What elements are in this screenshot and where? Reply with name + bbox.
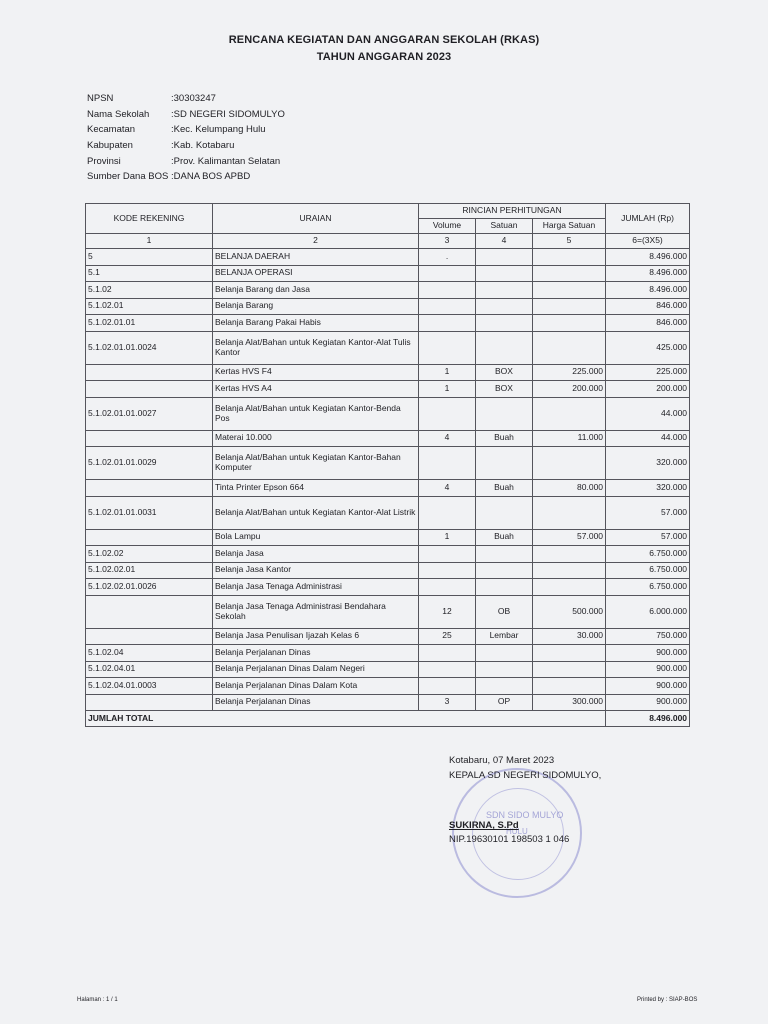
uraian-cell: Belanja Alat/Bahan untuk Kegiatan Kantor-Bahan Komputer: [213, 447, 419, 480]
kode-rekening-cell: 5.1.02.02.01: [86, 562, 213, 579]
jumlah-cell: 6.750.000: [606, 579, 690, 596]
jumlah-cell: 900.000: [606, 661, 690, 678]
satuan-cell: [476, 331, 533, 364]
total-value: 8.496.000: [606, 711, 690, 727]
table-row: [86, 430, 690, 447]
header-col-number: 3: [419, 234, 476, 249]
volume-cell: 1: [419, 381, 476, 398]
jumlah-cell: 8.496.000: [606, 265, 690, 282]
footer-printed-by: Printed by : SIAP-BOS: [637, 997, 698, 1003]
harga-satuan-cell: [533, 265, 606, 282]
kode-rekening-cell: [86, 694, 213, 711]
info-row: [87, 140, 285, 156]
jumlah-cell: 44.000: [606, 397, 690, 430]
table-row: [86, 562, 690, 579]
satuan-cell: BOX: [476, 381, 533, 398]
header-col-number: 4: [476, 234, 533, 249]
kode-rekening-cell: [86, 595, 213, 628]
satuan-cell: [476, 249, 533, 266]
uraian-cell: Tinta Printer Epson 664: [213, 480, 419, 497]
jumlah-cell: 900.000: [606, 694, 690, 711]
harga-satuan-cell: 225.000: [533, 364, 606, 381]
uraian-cell: Belanja Jasa Tenaga Administrasi: [213, 579, 419, 596]
volume-cell: 3: [419, 694, 476, 711]
satuan-cell: BOX: [476, 364, 533, 381]
volume-cell: [419, 282, 476, 299]
table-row: [86, 645, 690, 662]
info-label: Nama Sekolah: [87, 108, 150, 120]
header-col-number: 1: [86, 234, 213, 249]
info-label: Kabupaten: [87, 140, 133, 152]
harga-satuan-cell: [533, 678, 606, 695]
uraian-cell: BELANJA DAERAH: [213, 249, 419, 266]
info-label: Provinsi: [87, 155, 121, 167]
satuan-cell: [476, 562, 533, 579]
table-row: [86, 331, 690, 364]
uraian-cell: Belanja Alat/Bahan untuk Kegiatan Kantor-Alat Listrik: [213, 496, 419, 529]
kode-rekening-cell: 5.1.02.01.01.0029: [86, 447, 213, 480]
table-row: [86, 595, 690, 628]
harga-satuan-cell: [533, 546, 606, 563]
jumlah-cell: 57.000: [606, 529, 690, 546]
uraian-cell: Belanja Perjalanan Dinas: [213, 645, 419, 662]
info-value: :30303247: [171, 93, 216, 104]
uraian-cell: Belanja Alat/Bahan untuk Kegiatan Kantor-Alat Tulis Kantor: [213, 331, 419, 364]
harga-satuan-cell: [533, 645, 606, 662]
jumlah-cell: 900.000: [606, 678, 690, 695]
jumlah-cell: 6.000.000: [606, 595, 690, 628]
signature-block: [449, 755, 601, 845]
table-row: [86, 480, 690, 497]
jumlah-cell: 225.000: [606, 364, 690, 381]
kode-rekening-cell: 5.1.02.04.01: [86, 661, 213, 678]
table-row: [86, 397, 690, 430]
jumlah-cell: 320.000: [606, 447, 690, 480]
volume-cell: .: [419, 249, 476, 266]
volume-cell: [419, 546, 476, 563]
satuan-cell: OB: [476, 595, 533, 628]
kode-rekening-cell: [86, 381, 213, 398]
satuan-cell: [476, 447, 533, 480]
kode-rekening-cell: 5.1: [86, 265, 213, 282]
jumlah-cell: 900.000: [606, 645, 690, 662]
kode-rekening-cell: [86, 480, 213, 497]
satuan-cell: [476, 298, 533, 315]
uraian-cell: Kertas HVS A4: [213, 381, 419, 398]
signature-name: SUKIRNA, S.Pd: [449, 820, 519, 831]
info-label: Kecamatan: [87, 124, 136, 136]
kode-rekening-cell: 5.1.02.01.01: [86, 315, 213, 332]
jumlah-cell: 8.496.000: [606, 249, 690, 266]
uraian-cell: Belanja Perjalanan Dinas Dalam Negeri: [213, 661, 419, 678]
kode-rekening-cell: 5.1.02.01.01.0024: [86, 331, 213, 364]
satuan-cell: [476, 397, 533, 430]
volume-cell: [419, 298, 476, 315]
kode-rekening-cell: [86, 364, 213, 381]
jumlah-cell: 6.750.000: [606, 546, 690, 563]
satuan-cell: [476, 315, 533, 332]
info-value: :SD NEGERI SIDOMULYO: [171, 108, 285, 120]
footer-page-number: Halaman : 1 / 1: [77, 997, 118, 1003]
uraian-cell: BELANJA OPERASI: [213, 265, 419, 282]
table-row: [86, 265, 690, 282]
jumlah-cell: 750.000: [606, 628, 690, 645]
volume-cell: [419, 496, 476, 529]
kode-rekening-cell: 5.1.02: [86, 282, 213, 299]
volume-cell: 4: [419, 480, 476, 497]
jumlah-cell: 200.000: [606, 381, 690, 398]
school-info: [87, 93, 285, 187]
volume-cell: [419, 678, 476, 695]
jumlah-cell: 57.000: [606, 496, 690, 529]
satuan-cell: Lembar: [476, 628, 533, 645]
stamp-text: HULU: [506, 827, 528, 836]
kode-rekening-cell: 5.1.02.04: [86, 645, 213, 662]
kode-rekening-cell: 5.1.02.02: [86, 546, 213, 563]
kode-rekening-cell: 5.1.02.01.01.0031: [86, 496, 213, 529]
satuan-cell: [476, 661, 533, 678]
volume-cell: [419, 579, 476, 596]
jumlah-cell: 320.000: [606, 480, 690, 497]
signature-position: KEPALA SD NEGERI SIDOMULYO,: [449, 770, 602, 781]
uraian-cell: Belanja Alat/Bahan untuk Kegiatan Kantor-Benda Pos: [213, 397, 419, 430]
harga-satuan-cell: [533, 282, 606, 299]
table-row: [86, 447, 690, 480]
table-row: [86, 381, 690, 398]
jumlah-cell: 846.000: [606, 315, 690, 332]
uraian-cell: Belanja Jasa Kantor: [213, 562, 419, 579]
uraian-cell: Belanja Barang Pakai Habis: [213, 315, 419, 332]
kode-rekening-cell: [86, 430, 213, 447]
header-satuan: Satuan: [476, 219, 533, 234]
uraian-cell: Belanja Jasa: [213, 546, 419, 563]
harga-satuan-cell: [533, 661, 606, 678]
volume-cell: 1: [419, 529, 476, 546]
satuan-cell: [476, 645, 533, 662]
info-value: :Kab. Kotabaru: [171, 140, 235, 152]
satuan-cell: OP: [476, 694, 533, 711]
table-row: [86, 661, 690, 678]
header-col-number: 6=(3X5): [606, 234, 690, 249]
header-jumlah: JUMLAH (Rp): [606, 204, 690, 234]
kode-rekening-cell: 5: [86, 249, 213, 266]
table-row: [86, 529, 690, 546]
jumlah-cell: 846.000: [606, 298, 690, 315]
signature-place-date: Kotabaru, 07 Maret 2023: [449, 755, 555, 766]
harga-satuan-cell: 11.000: [533, 430, 606, 447]
table-row: [86, 694, 690, 711]
volume-cell: [419, 447, 476, 480]
header-col-number: 5: [533, 234, 606, 249]
kode-rekening-cell: 5.1.02.01.01.0027: [86, 397, 213, 430]
signature-nip: NIP.19630101 198503 1 046: [449, 834, 570, 845]
satuan-cell: [476, 496, 533, 529]
header-kode-rekening: KODE REKENING: [86, 204, 213, 234]
header-rincian-perhitungan: RINCIAN PERHITUNGAN: [419, 204, 606, 219]
document-subtitle: TAHUN ANGGARAN 2023: [316, 51, 452, 63]
document-title: RENCANA KEGIATAN DAN ANGGARAN SEKOLAH (RKAS): [228, 34, 540, 46]
harga-satuan-cell: 500.000: [533, 595, 606, 628]
kode-rekening-cell: [86, 529, 213, 546]
volume-cell: [419, 315, 476, 332]
info-label: Sumber Dana BOS: [87, 171, 169, 183]
volume-cell: 4: [419, 430, 476, 447]
harga-satuan-cell: [533, 447, 606, 480]
info-row: [87, 93, 285, 109]
harga-satuan-cell: [533, 397, 606, 430]
volume-cell: [419, 397, 476, 430]
kode-rekening-cell: 5.1.02.01: [86, 298, 213, 315]
harga-satuan-cell: 57.000: [533, 529, 606, 546]
header-col-number: 2: [213, 234, 419, 249]
satuan-cell: Buah: [476, 480, 533, 497]
volume-cell: 25: [419, 628, 476, 645]
harga-satuan-cell: [533, 562, 606, 579]
satuan-cell: Buah: [476, 529, 533, 546]
harga-satuan-cell: 80.000: [533, 480, 606, 497]
satuan-cell: [476, 265, 533, 282]
table-row: [86, 298, 690, 315]
table-row: [86, 579, 690, 596]
table-row: [86, 678, 690, 695]
table-row: [86, 546, 690, 563]
table-row: [86, 315, 690, 332]
satuan-cell: [476, 546, 533, 563]
stamp-text: SDN SIDO MULYO: [486, 810, 564, 820]
kode-rekening-cell: 5.1.02.04.01.0003: [86, 678, 213, 695]
kode-rekening-cell: 5.1.02.02.01.0026: [86, 579, 213, 596]
total-label: JUMLAH TOTAL: [86, 711, 606, 727]
info-row: [87, 109, 285, 125]
uraian-cell: Belanja Jasa Tenaga Administrasi Bendahara Sekolah: [213, 595, 419, 628]
uraian-cell: Kertas HVS F4: [213, 364, 419, 381]
kode-rekening-cell: [86, 628, 213, 645]
jumlah-cell: 44.000: [606, 430, 690, 447]
table-row: [86, 628, 690, 645]
header-harga-satuan: Harga Satuan: [533, 219, 606, 234]
harga-satuan-cell: 30.000: [533, 628, 606, 645]
jumlah-cell: 8.496.000: [606, 282, 690, 299]
uraian-cell: Belanja Jasa Penulisan Ijazah Kelas 6: [213, 628, 419, 645]
satuan-cell: [476, 282, 533, 299]
harga-satuan-cell: [533, 298, 606, 315]
rkas-table: [85, 203, 690, 727]
uraian-cell: Belanja Barang: [213, 298, 419, 315]
uraian-cell: Materai 10.000: [213, 430, 419, 447]
header-uraian: URAIAN: [213, 204, 419, 234]
header-volume: Volume: [419, 219, 476, 234]
satuan-cell: [476, 579, 533, 596]
harga-satuan-cell: [533, 249, 606, 266]
satuan-cell: Buah: [476, 430, 533, 447]
uraian-cell: Belanja Barang dan Jasa: [213, 282, 419, 299]
info-value: :DANA BOS APBD: [171, 171, 251, 183]
harga-satuan-cell: [533, 579, 606, 596]
harga-satuan-cell: 300.000: [533, 694, 606, 711]
volume-cell: 12: [419, 595, 476, 628]
table-row: [86, 496, 690, 529]
harga-satuan-cell: [533, 331, 606, 364]
uraian-cell: Belanja Perjalanan Dinas: [213, 694, 419, 711]
uraian-cell: Bola Lampu: [213, 529, 419, 546]
info-value: :Prov. Kalimantan Selatan: [171, 155, 281, 167]
volume-cell: 1: [419, 364, 476, 381]
jumlah-cell: 425.000: [606, 331, 690, 364]
info-label: NPSN: [87, 93, 114, 104]
harga-satuan-cell: 200.000: [533, 381, 606, 398]
info-row: [87, 156, 285, 172]
harga-satuan-cell: [533, 496, 606, 529]
volume-cell: [419, 265, 476, 282]
harga-satuan-cell: [533, 315, 606, 332]
info-value: :Kec. Kelumpang Hulu: [171, 124, 266, 136]
volume-cell: [419, 562, 476, 579]
volume-cell: [419, 331, 476, 364]
info-row: [87, 171, 285, 187]
volume-cell: [419, 661, 476, 678]
uraian-cell: Belanja Perjalanan Dinas Dalam Kota: [213, 678, 419, 695]
satuan-cell: [476, 678, 533, 695]
volume-cell: [419, 645, 476, 662]
info-row: [87, 124, 285, 140]
jumlah-cell: 6.750.000: [606, 562, 690, 579]
table-row: [86, 364, 690, 381]
table-row: [86, 282, 690, 299]
table-row: [86, 249, 690, 266]
